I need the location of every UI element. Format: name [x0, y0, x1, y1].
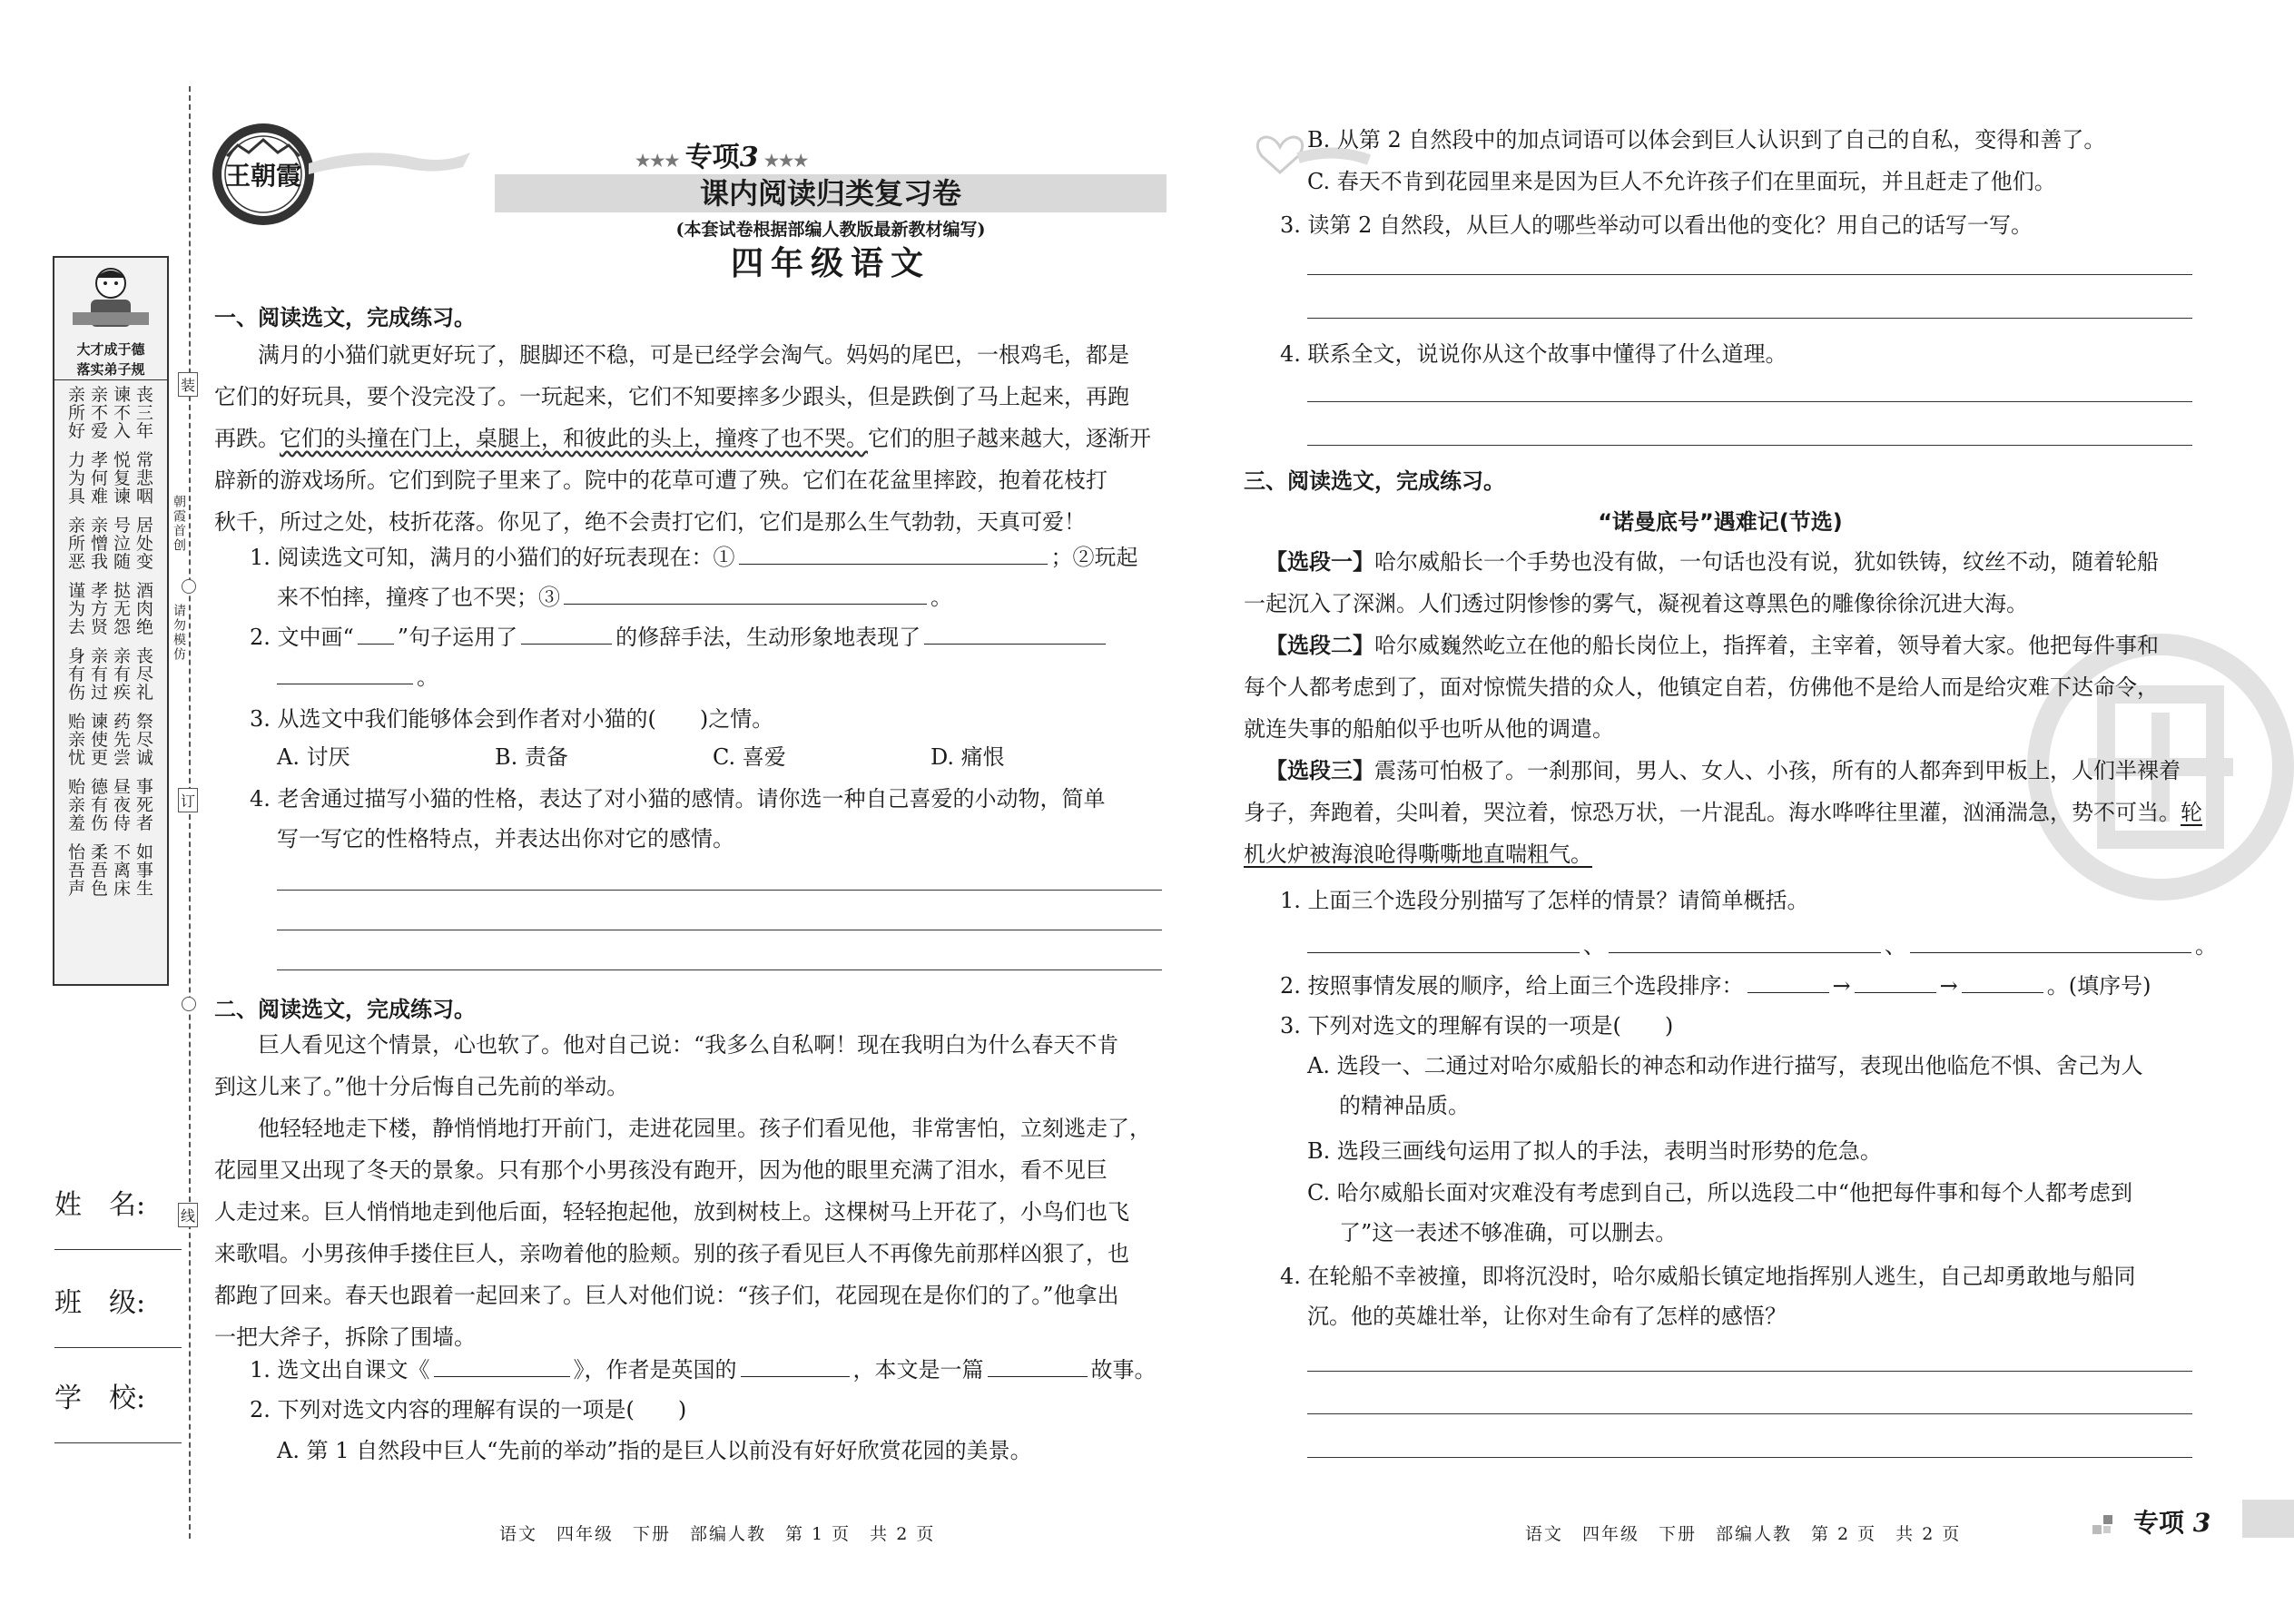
- dizigui-column: 酒 肉 绝: [135, 581, 153, 637]
- s2-q1: [250, 1350, 1157, 1390]
- dizigui-column: 如 事 生: [135, 842, 153, 899]
- s2-p1-line-2: 到这儿来了。”他十分后悔自己先前的举动。: [214, 1074, 629, 1099]
- s1-q2-text-d: 。: [417, 664, 438, 690]
- corner-series-label: [2133, 1503, 2210, 1540]
- s1-q4-answer-line-1[interactable]: [277, 890, 1162, 891]
- s2-q1-text-b: 》，作者是英国的: [573, 1357, 737, 1383]
- s3-underlined-start: 轮: [2181, 800, 2202, 825]
- dizigui-column: 孝 方 贤: [90, 581, 108, 637]
- series-number: 3: [739, 142, 759, 173]
- s3-q2-arrow-2: →: [1939, 973, 1958, 999]
- dizigui-column: 事 死 者: [135, 777, 153, 833]
- motto-2: 落实弟子规: [54, 359, 167, 380]
- dizigui-block: [58, 386, 163, 440]
- s1-q2-blank-4[interactable]: [277, 660, 413, 684]
- dizigui-column: 亲 憎 我: [90, 516, 108, 572]
- s3-q2-arrow-1: →: [1832, 973, 1851, 999]
- s2-p2-line-1: 他轻轻地走下楼，静悄悄地打开前门，走进花园里。孩子们看见他，非常害怕，立刻逃走了，: [258, 1116, 1151, 1141]
- s3-q4-line1: 4. 在轮船不幸被撞，即将沉没时，哈尔威船长镇定地指挥别人逃生，自己却勇敢地与船同: [1280, 1264, 2136, 1289]
- s1-q1-blank-3[interactable]: [564, 580, 927, 605]
- dizigui-column: 孝 何 难: [90, 450, 108, 507]
- field-class[interactable]: [54, 1280, 182, 1348]
- dizigui-text: [54, 380, 167, 898]
- s1-line-3c: 它们的胆子越来越大，逐渐开: [868, 426, 1151, 451]
- s2-q3-answer-line-2[interactable]: [1307, 318, 2192, 319]
- s1-line-5: 秋千，所过之处，枝折花落。你见了，绝不会责打它们，它们是那么生气勃勃，天真可爱！: [214, 509, 1086, 535]
- field-class-label: 班 级:: [54, 1287, 146, 1319]
- dizigui-column: 力 为 具: [67, 450, 85, 507]
- s2-q1-blank-1[interactable]: [434, 1353, 570, 1377]
- s3-sel3-text-1: 震荡可怕极了。一刹那间，男人、女人、小孩，所有的人都奔到甲板上，人们半裸着: [1374, 758, 2181, 783]
- s1-q1-text-a: 1. 阅读选文可知，满月的小猫们的好玩表现在：①: [250, 545, 735, 570]
- s2-q1-blank-3[interactable]: [988, 1353, 1088, 1377]
- binding-char-1: 装: [178, 372, 198, 397]
- section2-passage: [214, 1024, 1167, 1358]
- dizigui-block: [58, 647, 163, 702]
- s1-q1-line1: [250, 537, 1138, 577]
- s3-sel2-text-1: 哈尔威巍然屹立在他的船长岗位上，指挥着，主宰着，领导着大家。他把每件事和: [1374, 633, 2159, 658]
- s3-sel1-line-1: [1244, 541, 2206, 583]
- footer-page-1: 语文 四年级 下册 部编人教 第 1 页 共 2 页: [499, 1524, 936, 1544]
- s3-q4-answer-line-2[interactable]: [1307, 1413, 2192, 1414]
- corner-series-number: 3: [2192, 1508, 2211, 1538]
- dizigui-block: [58, 517, 163, 571]
- s2-p1-line-1: 巨人看见这个情景，心也软了。他对自己说：“我多么自私啊！现在我明白为什么春天不肯: [258, 1032, 1119, 1058]
- s3-q3-option-c-2: 了”这一表述不够准确，可以删去。: [1339, 1220, 1678, 1245]
- binding-char-2: 订: [178, 788, 198, 812]
- dizigui-column: 身 有 伤: [67, 646, 85, 703]
- dizigui-column: 柔 吾 色: [90, 842, 108, 899]
- s3-q1-blanks: 、 、 。: [1307, 926, 2217, 966]
- dizigui-column: 丧 尽 礼: [135, 646, 153, 703]
- s1-line-4: 辟新的游戏场所。它们到院子里来了。院中的花草可遭了殃。它们在花盆里摔跤，抱着花枝打: [214, 468, 1108, 493]
- mascot-figure-icon: [54, 258, 167, 340]
- s1-q2-line1: [250, 617, 1109, 657]
- s1-line-2: 它们的好玩具，要个没完没了。一玩起来，它们不知要摔多少跟头，但是跌倒了马上起来，再跑: [214, 384, 1129, 409]
- dizigui-block: [58, 451, 163, 506]
- s2-p2-line-6: 一把大斧子，拆除了围墙。: [214, 1324, 476, 1350]
- s2-q4: 4. 联系全文，说说你从这个故事中懂得了什么道理。: [1280, 341, 1787, 367]
- dizigui-column: 贻 亲 羞: [67, 777, 85, 833]
- s3-q4-answer-line-1[interactable]: [1307, 1371, 2192, 1372]
- field-school-line[interactable]: [54, 1442, 182, 1443]
- series-word: 专项: [684, 142, 740, 173]
- s3-q3-option-a-1[interactable]: A. 选段一、二通过对哈尔威船长的神态和动作进行描写，表现出他临危不惧、舍己为人: [1307, 1053, 2143, 1078]
- corner-squares-icon: [2092, 1511, 2120, 1539]
- dizigui-column: 挞 无 怨: [113, 581, 131, 637]
- dizigui-column: 谨 为 去: [67, 581, 85, 637]
- s1-q1-text-b: ；②玩起: [1050, 545, 1138, 570]
- dizigui-column: 谏 不 入: [113, 385, 131, 441]
- dizigui-column: 常 悲 咽: [135, 450, 153, 507]
- dizigui-column: 祭 尽 诚: [135, 712, 153, 768]
- section3-passage: [1244, 541, 2206, 875]
- s2-q3: 3. 读第 2 自然段，从巨人的哪些举动可以看出他的变化？用自己的话写一写。: [1280, 212, 2033, 238]
- field-school[interactable]: [54, 1375, 182, 1443]
- s2-q1-text-c: ，本文是一篇: [852, 1357, 984, 1383]
- s1-q1-text-c: 来不怕摔，撞疼了也不哭；③: [277, 585, 560, 610]
- field-school-label: 学 校:: [54, 1383, 146, 1414]
- s3-q3: 3. 下列对选文的理解有误的一项是( ): [1280, 1013, 1674, 1038]
- dizigui-column: 亲 有 疾: [113, 646, 131, 703]
- dizigui-column: 药 先 尝: [113, 712, 131, 768]
- field-name-line[interactable]: [54, 1249, 182, 1250]
- s3-q3-option-c-1[interactable]: C. 哈尔威船长面对灾难没有考虑到自己，所以选段二中“他把每件事和每个人都考虑到: [1307, 1180, 2133, 1206]
- binding-dashed-line: [189, 86, 191, 1539]
- footer-page-2: 语文 四年级 下册 部编人教 第 2 页 共 2 页: [1525, 1524, 1962, 1544]
- dizigui-column: 昼 夜 侍: [113, 777, 131, 833]
- binding-mark-1: 朝霞首创: [172, 495, 186, 553]
- s1-q2-line2: [277, 657, 438, 697]
- s3-q1-blank-1[interactable]: [1307, 929, 1580, 953]
- s3-q2-text-b: 。(填序号): [2046, 973, 2151, 999]
- s2-q2: 2. 下列对选文内容的理解有误的一项是( ): [250, 1397, 687, 1422]
- s1-q2-blank-2[interactable]: [521, 620, 612, 645]
- s3-q3-option-a-2: 的精神品质。: [1339, 1093, 1470, 1118]
- dizigui-column: 亲 有 过: [90, 646, 108, 703]
- s3-sel3-text-2: 身子，奔跑着，尖叫着，哭泣着，惊恐万状，一片混乱。海水哗哗往里灌，汹涌湍急，势不可当。: [1244, 800, 2181, 825]
- star-row-right: ★★★: [758, 152, 809, 171]
- s3-sel2-label: 【选段二】: [1265, 632, 1374, 658]
- s3-q2-blank-2[interactable]: [1855, 969, 1936, 993]
- dizigui-column: 德 有 伤: [90, 777, 108, 833]
- dizigui-block: [58, 582, 163, 636]
- s1-q2-text-a: 2. 文中画“: [250, 625, 354, 650]
- s3-q2-blank-3[interactable]: [1962, 969, 2043, 993]
- s2-q2-option-a[interactable]: A. 第 1 自然段中巨人“先前的举动”指的是巨人以前没有好好欣赏花园的美景。: [277, 1438, 1032, 1463]
- s3-sel2-line-2: 每个人都考虑到了，面对惊慌失措的众人，他镇定自若，仿佛他不是给人而是给灾难下达命令，: [1244, 674, 2159, 700]
- s1-q3-option-d[interactable]: D. 痛恨: [930, 744, 1005, 770]
- motto-1: 大才成于德: [76, 341, 145, 358]
- s2-p2-line-5: 都跑了回来。春天也跟着一起回来了。巨人对他们说：“孩子们，花园现在是你们的了。”他拿出: [214, 1283, 1119, 1308]
- s3-q1-blank-2[interactable]: [1609, 929, 1881, 953]
- s3-sel3-line-1: [1244, 750, 2206, 792]
- s1-q3-option-c[interactable]: C. 喜爱: [713, 744, 786, 770]
- section3-title: “诺曼底号”遇难记(节选): [1598, 509, 1843, 535]
- s3-sel3-line-3: 机火炉被海浪呛得嘶嘶地直喘粗气。: [1244, 842, 1592, 867]
- s1-q3-option-b[interactable]: B. 责备: [495, 744, 568, 770]
- section3-heading: 三、阅读选文，完成练习。: [1244, 468, 1505, 494]
- page-subtitle: (本套试卷根据部编人教版最新教材编写): [675, 220, 986, 240]
- dizigui-block: [58, 778, 163, 832]
- s1-q1-line2: [277, 577, 952, 617]
- s3-sel3-line-2: [1244, 792, 2206, 833]
- s1-q2-blank-3[interactable]: [924, 620, 1106, 645]
- s3-sel3-label: 【选段三】: [1265, 757, 1374, 783]
- s1-q1-blank-1[interactable]: [739, 540, 1048, 565]
- s1-q4-answer-line-3[interactable]: [277, 969, 1162, 970]
- s1-q2-text-c: 的修辞手法，生动形象地表现了: [615, 625, 921, 650]
- s3-sel1-label: 【选段一】: [1265, 548, 1374, 575]
- section2-heading: 二、阅读选文，完成练习。: [214, 997, 476, 1022]
- s2-p2-line-2: 花园里又出现了冬天的景象。只有那个小男孩没有跑开，因为他的眼里充满了泪水，看不见巨: [214, 1157, 1108, 1183]
- s1-q1-text-d: 。: [930, 585, 952, 610]
- binding-hole-2: [182, 997, 196, 1011]
- s3-q4-line2: 沉。他的英雄壮举，让你对生命有了怎样的感悟？: [1307, 1304, 1787, 1329]
- dizigui-column: 悦 复 谏: [113, 450, 131, 507]
- s3-q1-blank-3[interactable]: [1910, 929, 2191, 953]
- s2-q1-blank-2[interactable]: [741, 1353, 850, 1377]
- section1-heading: 一、阅读选文，完成练习。: [214, 305, 476, 330]
- dizigui-column: 谏 使 更: [90, 712, 108, 768]
- dizigui-column: 居 处 变: [135, 516, 153, 572]
- series-label: [635, 134, 808, 174]
- s1-line-3: [214, 418, 1167, 459]
- s3-q3-option-b[interactable]: B. 选段三画线句运用了拟人的手法，表明当时形势的危急。: [1307, 1138, 1882, 1164]
- corner-series-word: 专项: [2133, 1508, 2185, 1538]
- binding-mark-2: 请勿模仿: [172, 604, 186, 662]
- field-name[interactable]: [54, 1182, 182, 1250]
- s2-p2-line-4: 来歌唱。小男孩伸手搂住巨人，亲吻着他的脸颊。别的孩子看见巨人不再像先前那样凶狠了，也: [214, 1241, 1129, 1266]
- dizigui-column: 贻 亲 忧: [67, 712, 85, 768]
- dizigui-column: 亲 所 恶: [67, 516, 85, 572]
- s1-wavy-sentence: 它们的头撞在门上，桌腿上，和彼此的头上，撞疼了也不哭。: [280, 426, 868, 451]
- grade-title: 四年级语文: [730, 244, 930, 282]
- s3-sel2-line-3: 就连失事的船舶似乎也听从他的调遣。: [1244, 716, 1614, 742]
- dizigui-column: 亲 所 好: [67, 385, 85, 441]
- s3-sel2-line-1: [1244, 625, 2206, 666]
- ribbon-decoration-icon: [309, 118, 472, 191]
- logo-text: 王朝霞: [225, 161, 302, 191]
- page-title: 课内阅读归类复习卷: [699, 176, 961, 211]
- s2-q2-option-b[interactable]: B. 从第 2 自然段中的加点词语可以体会到巨人认识到了自己的自私，变得和善了。: [1307, 127, 2106, 153]
- s3-q2-blank-1[interactable]: [1748, 969, 1829, 993]
- field-name-label: 姓 名:: [54, 1189, 146, 1221]
- dizigui-column: 丧 三 年: [135, 385, 153, 441]
- dizigui-block: [58, 713, 163, 767]
- field-class-line[interactable]: [54, 1347, 182, 1348]
- dizigui-block: [58, 843, 163, 898]
- dizigui-column: 亲 不 爱: [90, 385, 108, 441]
- s3-sel1-text-1: 哈尔威船长一个手势也没有做，一句话也没有说，犹如铁铸，纹丝不动，随着轮船: [1374, 549, 2159, 575]
- s2-q1-text-a: 1. 选文出自课文《: [250, 1357, 430, 1383]
- s1-line-3a: 再跌。: [214, 426, 280, 451]
- s3-q2-text-a: 2. 按照事情发展的顺序，给上面三个选段排序：: [1280, 973, 1744, 999]
- s2-q3-answer-line-1[interactable]: [1307, 274, 2192, 275]
- s1-line-1: 满月的小猫们就更好玩了，腿脚还不稳，可是已经学会淘气。妈妈的尾巴，一根鸡毛，都是: [258, 342, 1129, 368]
- s3-sel1-line-2: 一起沉入了深渊。人们透过阴惨惨的雾气，凝视着这尊黑色的雕像徐徐沉进大海。: [1244, 591, 2028, 616]
- s2-p2-line-3: 人走过来。巨人悄悄地走到他后面，轻轻抱起他，放到树枝上。这棵树马上开花了，小鸟们也飞: [214, 1199, 1129, 1225]
- section1-passage: [214, 334, 1167, 543]
- binding-hole-1: [182, 579, 196, 594]
- s2-q2-option-c[interactable]: C. 春天不肯到花园里来是因为巨人不允许孩子们在里面玩，并且赶走了他们。: [1307, 169, 2056, 194]
- s1-q2-text-b: ”句子运用了: [397, 625, 518, 650]
- s1-q3-option-a[interactable]: A. 讨厌: [277, 744, 350, 770]
- dizigui-column: 怡 吾 声: [67, 842, 85, 899]
- s1-q4-line2: 写一写它的性格特点，并表达出你对它的感情。: [277, 826, 734, 851]
- s3-q1: 1. 上面三个选段分别描写了怎样的情景？请简单概括。: [1280, 888, 1809, 913]
- s2-q1-text-d: 故事。: [1090, 1357, 1157, 1383]
- s2-q4-answer-line-2[interactable]: [1307, 445, 2192, 446]
- s1-q3: 3. 从选文中我们能够体会到作者对小猫的( )之情。: [250, 706, 774, 732]
- s1-q4-line1: 4. 老舍通过描写小猫的性格，表达了对小猫的感情。请你选一种自己喜爱的小动物，简单: [250, 786, 1106, 812]
- s3-q2: [1280, 966, 2151, 1006]
- mascot-panel: [53, 256, 169, 986]
- dizigui-column: 号 泣 随: [113, 516, 131, 572]
- s3-q4-answer-line-3[interactable]: [1307, 1457, 2192, 1458]
- binding-char-3: 线: [178, 1203, 198, 1227]
- star-row-left: ★★★: [635, 152, 685, 171]
- s1-q2-blank-1[interactable]: [358, 620, 394, 645]
- dizigui-column: 不 离 床: [113, 842, 131, 899]
- s2-q4-answer-line-1[interactable]: [1307, 401, 2192, 402]
- corner-tab: [2242, 1500, 2294, 1538]
